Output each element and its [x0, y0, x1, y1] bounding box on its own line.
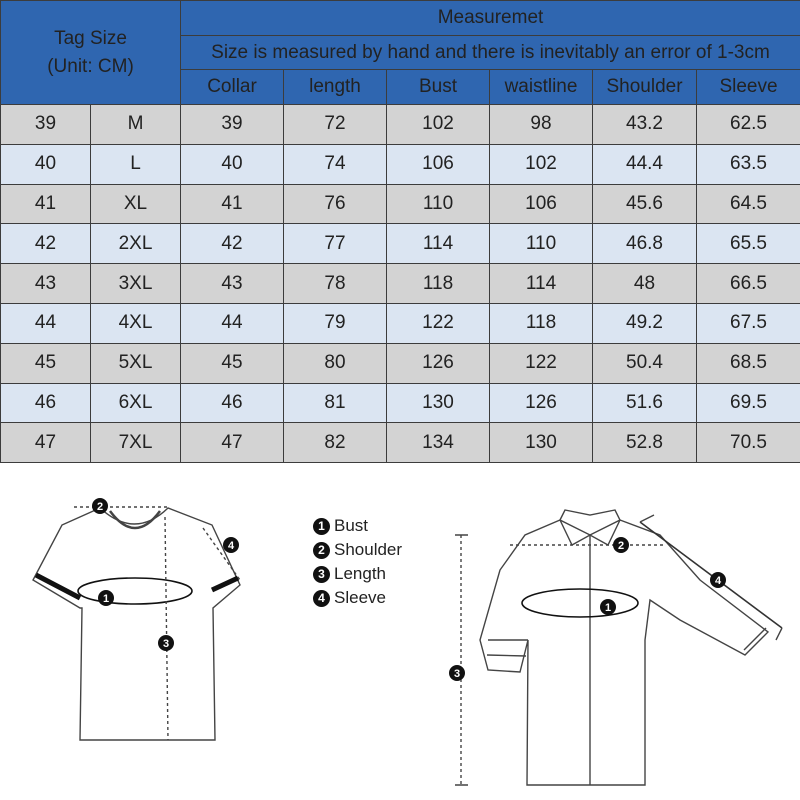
legend-label: Bust: [334, 516, 369, 535]
number-badge-icon: 1: [313, 518, 330, 535]
table-cell: 134: [387, 423, 490, 463]
table-cell: 44: [181, 303, 284, 343]
legend-label: Sleeve: [334, 588, 386, 607]
table-cell: 106: [490, 184, 593, 224]
column-header-length: length: [284, 70, 387, 105]
table-cell: 68.5: [697, 343, 800, 383]
table-row: [1, 224, 800, 264]
svg-text:2: 2: [96, 501, 104, 513]
table-cell: 130: [490, 423, 593, 463]
table-cell: 6XL: [91, 383, 181, 423]
table-cell: 102: [490, 144, 593, 184]
unit-label: (Unit: CM): [47, 55, 134, 77]
table-cell: 62.5: [697, 105, 800, 145]
table-row: [1, 264, 800, 304]
column-header-shoulder: Shoulder: [593, 70, 697, 105]
table-cell: 79: [284, 303, 387, 343]
table-cell: 46.8: [593, 224, 697, 264]
table-cell: 70.5: [697, 423, 800, 463]
table-cell: 39: [1, 105, 91, 145]
table-cell: 3XL: [91, 264, 181, 304]
number-badge-icon: 2: [313, 542, 330, 559]
table-cell: 80: [284, 343, 387, 383]
column-header-waistline: waistline: [490, 70, 593, 105]
table-cell: 40: [1, 144, 91, 184]
table-cell: L: [91, 144, 181, 184]
table-cell: 50.4: [593, 343, 697, 383]
table-cell: 76: [284, 184, 387, 224]
table-cell: M: [91, 105, 181, 145]
table-cell: 2XL: [91, 224, 181, 264]
table-cell: 47: [181, 423, 284, 463]
measurement-legend: [313, 514, 402, 610]
table-cell: 7XL: [91, 423, 181, 463]
table-cell: 42: [181, 224, 284, 264]
table-cell: 130: [387, 383, 490, 423]
table-cell: 122: [387, 303, 490, 343]
table-cell: 45: [1, 343, 91, 383]
svg-text:4: 4: [227, 540, 235, 552]
svg-text:3: 3: [453, 668, 461, 680]
table-cell: 126: [387, 343, 490, 383]
table-cell: 44.4: [593, 144, 697, 184]
table-cell: 49.2: [593, 303, 697, 343]
table-cell: 41: [1, 184, 91, 224]
table-cell: 122: [490, 343, 593, 383]
legend-item-sleeve: [313, 586, 402, 610]
legend-item-length: [313, 562, 402, 586]
table-row: [1, 144, 800, 184]
table-cell: 82: [284, 423, 387, 463]
table-cell: 41: [181, 184, 284, 224]
table-cell: 118: [387, 264, 490, 304]
tag-size-label: Tag Size: [54, 27, 127, 49]
table-cell: 106: [387, 144, 490, 184]
table-cell: 110: [387, 184, 490, 224]
number-badge-icon: 3: [313, 566, 330, 583]
table-cell: 46: [1, 383, 91, 423]
svg-text:4: 4: [714, 575, 722, 587]
table-cell: 46: [181, 383, 284, 423]
table-cell: 126: [490, 383, 593, 423]
number-badge-icon: 4: [313, 590, 330, 607]
legend-item-bust: [313, 514, 402, 538]
table-cell: 118: [490, 303, 593, 343]
svg-text:1: 1: [604, 602, 612, 614]
table-cell: XL: [91, 184, 181, 224]
table-body: [1, 105, 800, 463]
table-cell: 64.5: [697, 184, 800, 224]
table-cell: 110: [490, 224, 593, 264]
table-cell: 51.6: [593, 383, 697, 423]
table-row: [1, 343, 800, 383]
tshirt-diagram: [33, 507, 240, 740]
table-title: Measuremet: [181, 1, 800, 36]
table-cell: 77: [284, 224, 387, 264]
table-cell: 78: [284, 264, 387, 304]
table-row: [1, 105, 800, 145]
column-header-sleeve: Sleeve: [697, 70, 800, 105]
table-cell: 45: [181, 343, 284, 383]
table-cell: 98: [490, 105, 593, 145]
table-cell: 39: [181, 105, 284, 145]
column-header-bust: Bust: [387, 70, 490, 105]
table-row: [1, 383, 800, 423]
table-cell: 102: [387, 105, 490, 145]
table-cell: 40: [181, 144, 284, 184]
table-row: [1, 423, 800, 463]
legend-item-shoulder: [313, 538, 402, 562]
tag-size-header: [1, 1, 181, 105]
table-cell: 69.5: [697, 383, 800, 423]
svg-text:3: 3: [162, 638, 170, 650]
table-cell: 65.5: [697, 224, 800, 264]
table-cell: 47: [1, 423, 91, 463]
table-cell: 43: [181, 264, 284, 304]
table-cell: 114: [387, 224, 490, 264]
table-row: [1, 184, 800, 224]
table-cell: 114: [490, 264, 593, 304]
measurement-note: Size is measured by hand and there is inevitably an error of 1-3cm: [181, 36, 800, 70]
table-row: [1, 303, 800, 343]
table-cell: 74: [284, 144, 387, 184]
table-cell: 4XL: [91, 303, 181, 343]
legend-label: Shoulder: [334, 540, 403, 559]
table-cell: 42: [1, 224, 91, 264]
svg-text:2: 2: [617, 540, 625, 552]
table-cell: 67.5: [697, 303, 800, 343]
table-cell: 52.8: [593, 423, 697, 463]
tshirt-markers: [92, 498, 239, 651]
table-cell: 45.6: [593, 184, 697, 224]
svg-text:1: 1: [102, 593, 110, 605]
table-cell: 44: [1, 303, 91, 343]
legend-label: Length: [334, 564, 386, 583]
dress-shirt-markers: [449, 537, 726, 681]
table-cell: 43: [1, 264, 91, 304]
table-cell: 43.2: [593, 105, 697, 145]
table-cell: 81: [284, 383, 387, 423]
table-cell: 48: [593, 264, 697, 304]
table-cell: 5XL: [91, 343, 181, 383]
table-cell: 66.5: [697, 264, 800, 304]
table-cell: 72: [284, 105, 387, 145]
table-cell: 63.5: [697, 144, 800, 184]
column-header-collar: Collar: [181, 70, 284, 105]
